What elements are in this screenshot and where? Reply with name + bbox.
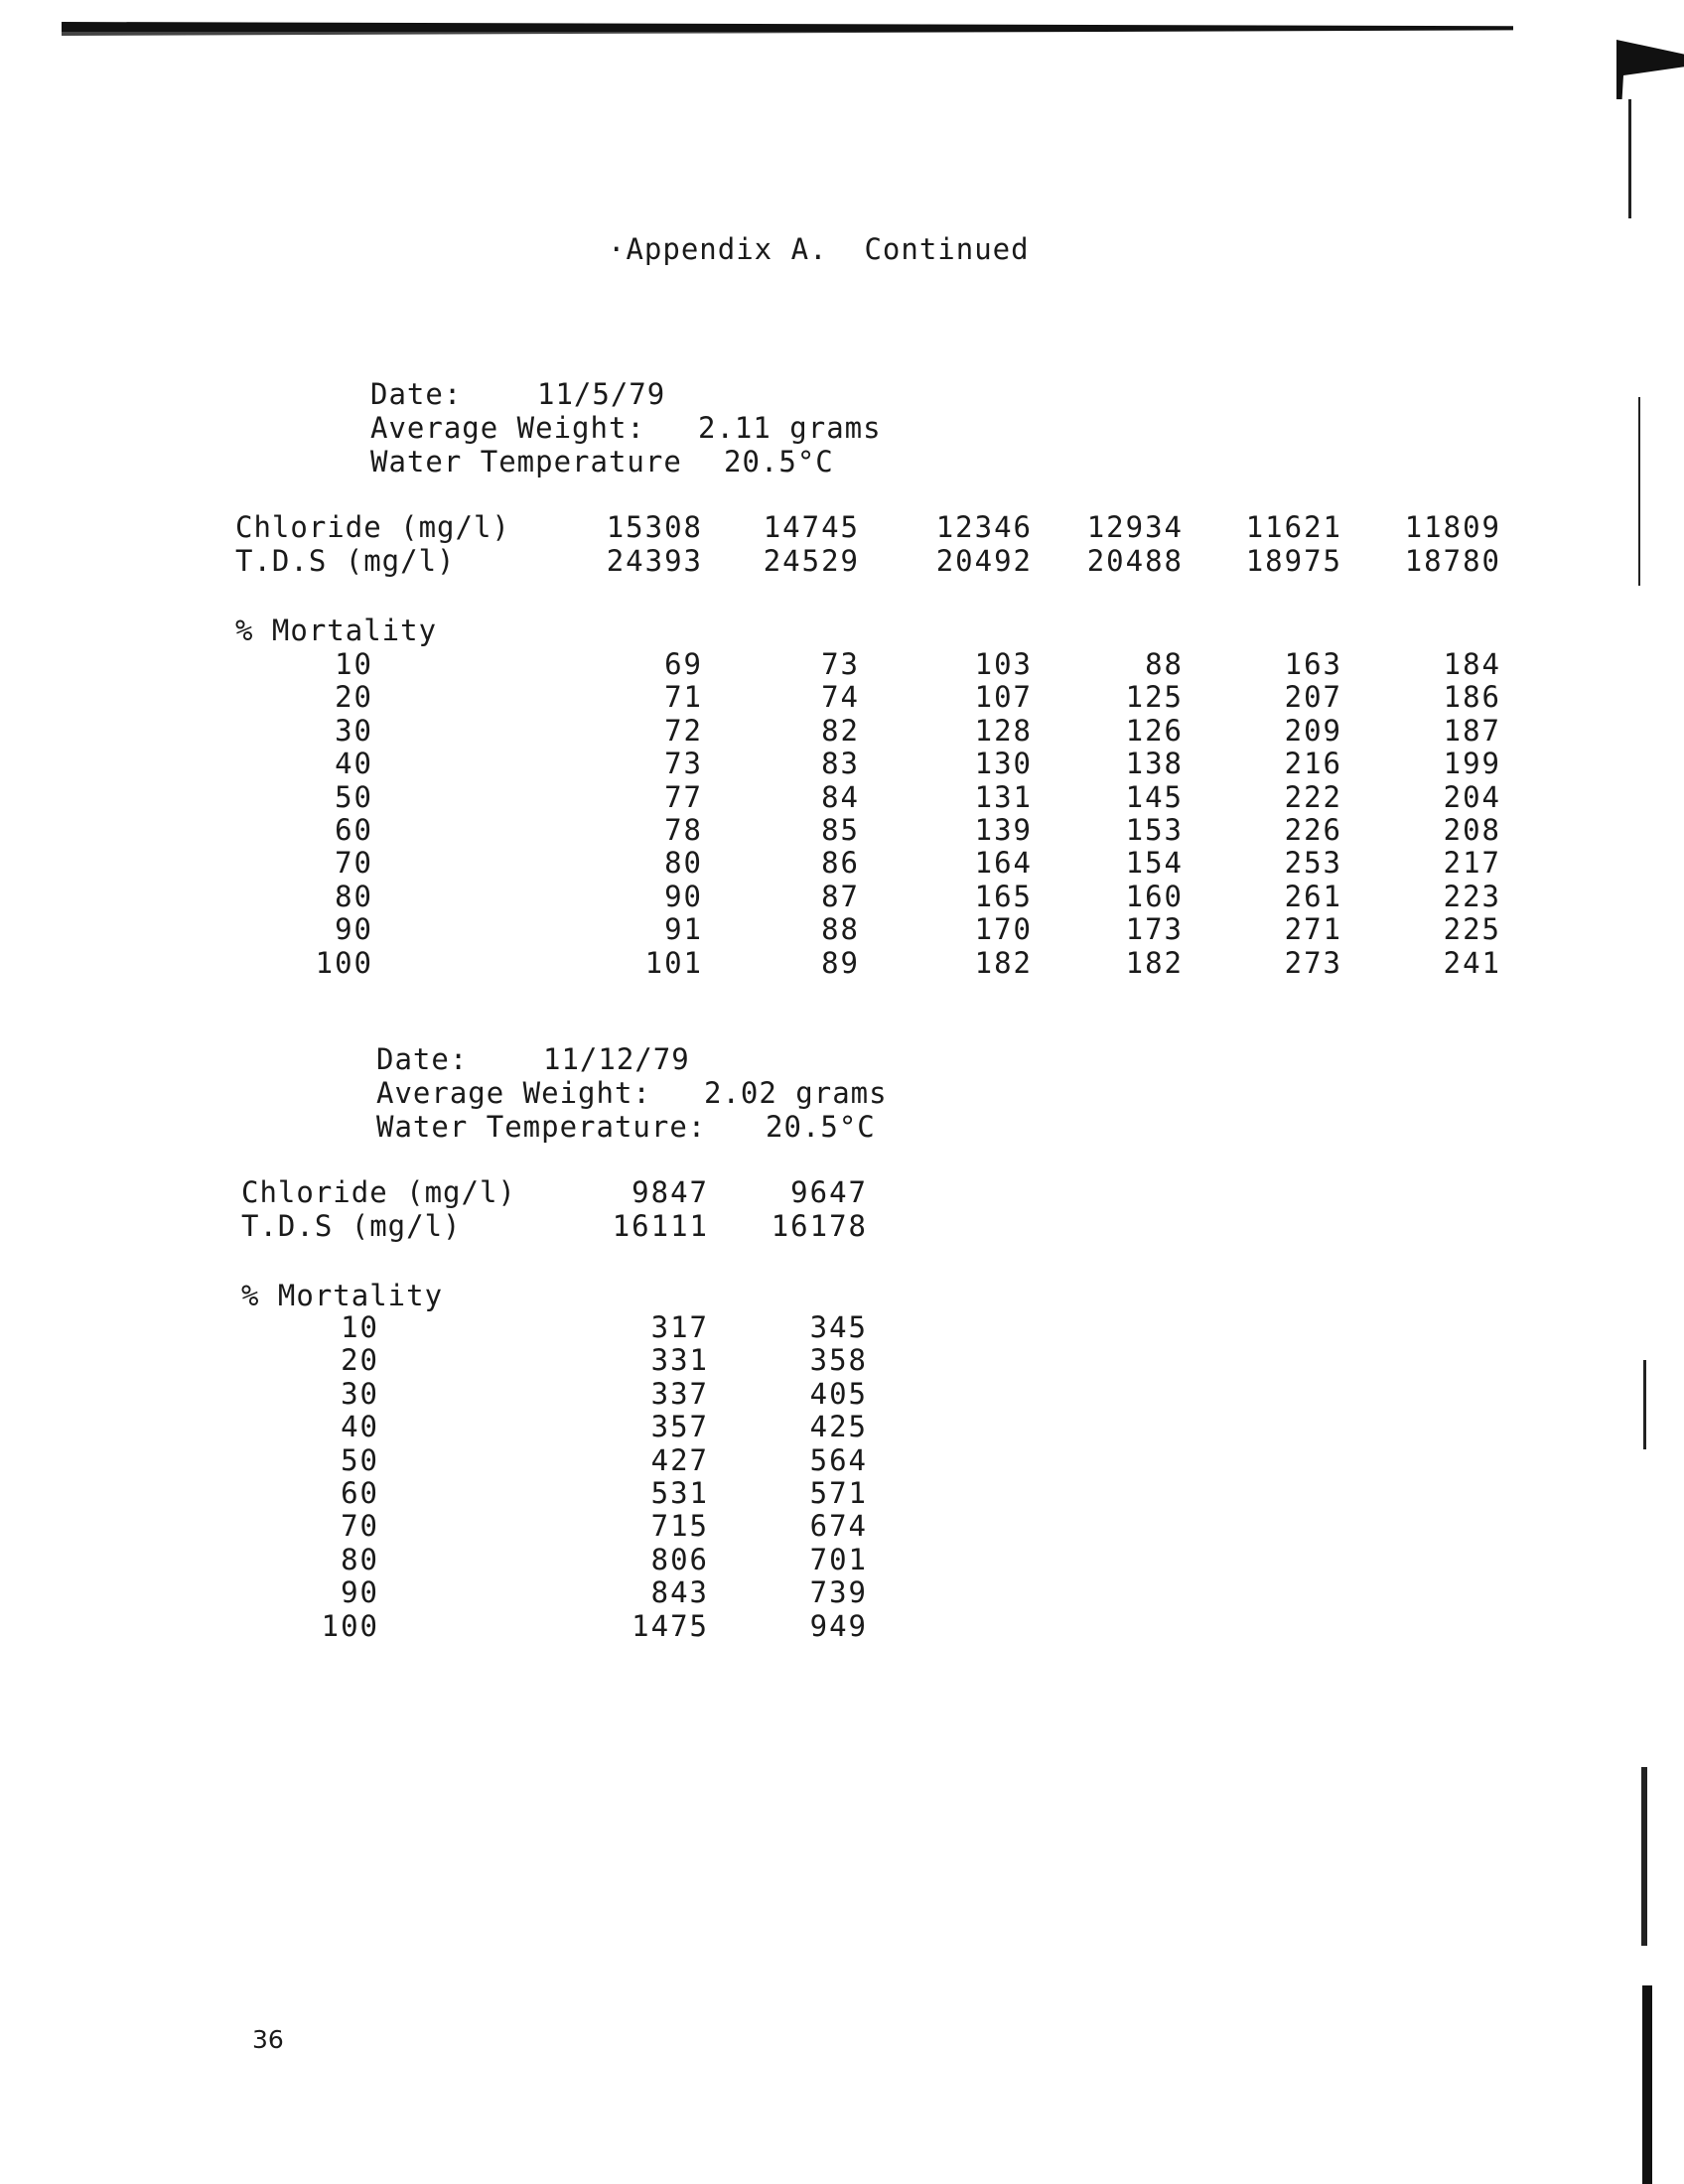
mortality-cell: 564 [809,1443,868,1477]
mortality-level: 90 [335,912,373,946]
tds-value: 18780 [1404,544,1501,578]
mortality-cell: 82 [821,714,860,748]
mortality-cell: 154 [1125,846,1184,880]
mortality-level: 60 [335,813,373,847]
mortality-level: 90 [341,1575,379,1609]
mortality-level: 20 [335,680,373,714]
mortality-cell: 74 [821,680,860,714]
mortality-cell: 199 [1443,747,1501,780]
mortality-cell: 125 [1125,680,1184,714]
tds-value: 16111 [612,1209,709,1243]
mortality-cell: 253 [1284,846,1342,880]
mortality-cell: 739 [809,1575,868,1609]
mortality-cell: 71 [664,680,703,714]
chloride-value: 15308 [606,510,703,544]
water-temperature-line-value: 20.5°C [724,445,834,478]
mortality-cell: 186 [1443,680,1501,714]
scan-edge-line [1628,99,1631,218]
mortality-cell: 145 [1125,780,1184,814]
date-line [376,1042,690,1076]
page-number: 36 [252,2025,284,2054]
mortality-cell: 170 [974,912,1033,946]
mortality-cell: 358 [809,1343,868,1377]
mortality-level: 10 [341,1310,379,1344]
mortality-cell: 222 [1284,780,1342,814]
scan-edge-line [1643,1360,1646,1449]
chloride-label: Chloride (mg/l) [235,510,510,544]
mortality-cell: 101 [644,946,703,980]
chloride-value: 11809 [1404,510,1501,544]
mortality-cell: 715 [650,1509,709,1543]
mortality-level: 100 [315,946,373,980]
mortality-cell: 226 [1284,813,1342,847]
mortality-cell: 131 [974,780,1033,814]
mortality-level: 100 [321,1609,379,1643]
average-weight-line [370,411,882,445]
date-line-value: 11/12/79 [543,1042,690,1076]
mortality-cell: 173 [1125,912,1184,946]
mortality-level: 60 [341,1476,379,1510]
mortality-cell: 949 [809,1609,868,1643]
mortality-level: 10 [335,647,373,681]
average-weight-line-value: 2.02 grams [704,1076,888,1110]
mortality-cell: 187 [1443,714,1501,748]
mortality-cell: 427 [650,1443,709,1477]
mortality-cell: 69 [664,647,703,681]
mortality-cell: 225 [1443,912,1501,946]
mortality-level: 50 [341,1443,379,1477]
mortality-cell: 223 [1443,880,1501,913]
mortality-cell: 103 [974,647,1033,681]
mortality-label: % Mortality [235,614,438,647]
mortality-level: 40 [335,747,373,780]
mortality-cell: 88 [1145,647,1184,681]
tds-value: 20492 [935,544,1033,578]
mortality-level: 40 [341,1410,379,1443]
mortality-cell: 77 [664,780,703,814]
mortality-cell: 806 [650,1543,709,1576]
mortality-cell: 357 [650,1410,709,1443]
tds-label: T.D.S (mg/l) [241,1209,462,1243]
mortality-cell: 261 [1284,880,1342,913]
mortality-cell: 531 [650,1476,709,1510]
date-line-value: 11/5/79 [537,377,666,411]
mortality-cell: 163 [1284,647,1342,681]
mortality-cell: 78 [664,813,703,847]
chloride-value: 9847 [632,1175,709,1209]
mortality-cell: 139 [974,813,1033,847]
average-weight-line-value: 2.11 grams [698,411,882,445]
mortality-cell: 425 [809,1410,868,1443]
mortality-cell: 72 [664,714,703,748]
mortality-label: % Mortality [241,1279,444,1312]
page-title: ·Appendix A. Continued [608,232,1030,266]
mortality-cell: 182 [974,946,1033,980]
mortality-level: 70 [341,1509,379,1543]
mortality-cell: 405 [809,1377,868,1411]
mortality-cell: 138 [1125,747,1184,780]
mortality-level: 80 [335,880,373,913]
chloride-label: Chloride (mg/l) [241,1175,516,1209]
mortality-cell: 80 [664,846,703,880]
tds-value: 24529 [763,544,860,578]
chloride-value: 14745 [763,510,860,544]
water-temperature-line-label: Water Temperature: [376,1110,707,1144]
scan-edge-mark [1616,40,1684,99]
mortality-cell: 331 [650,1343,709,1377]
average-weight-line-label: Average Weight: [370,411,645,445]
chloride-value: 9647 [790,1175,868,1209]
mortality-cell: 1475 [632,1609,709,1643]
scan-edge-line [1641,1767,1647,1946]
date-line-label: Date: [376,1042,469,1076]
mortality-cell: 164 [974,846,1033,880]
mortality-cell: 337 [650,1377,709,1411]
mortality-cell: 86 [821,846,860,880]
mortality-cell: 701 [809,1543,868,1576]
mortality-level: 80 [341,1543,379,1576]
scan-edge-line [1638,397,1640,586]
tds-value: 24393 [606,544,703,578]
mortality-cell: 83 [821,747,860,780]
mortality-cell: 208 [1443,813,1501,847]
water-temperature-line-value: 20.5°C [766,1110,876,1144]
mortality-cell: 130 [974,747,1033,780]
mortality-cell: 153 [1125,813,1184,847]
scan-top-border [62,22,1513,36]
mortality-level: 30 [335,714,373,748]
mortality-cell: 207 [1284,680,1342,714]
mortality-level: 70 [335,846,373,880]
mortality-cell: 674 [809,1509,868,1543]
mortality-cell: 88 [821,912,860,946]
scan-edge-line [1642,1985,1652,2184]
mortality-cell: 90 [664,880,703,913]
mortality-cell: 85 [821,813,860,847]
mortality-cell: 73 [664,747,703,780]
mortality-cell: 241 [1443,946,1501,980]
mortality-cell: 209 [1284,714,1342,748]
mortality-cell: 184 [1443,647,1501,681]
mortality-cell: 216 [1284,747,1342,780]
mortality-cell: 571 [809,1476,868,1510]
mortality-level: 50 [335,780,373,814]
tds-value: 18975 [1245,544,1342,578]
average-weight-line [376,1076,888,1110]
mortality-cell: 217 [1443,846,1501,880]
tds-value: 20488 [1086,544,1184,578]
mortality-cell: 128 [974,714,1033,748]
mortality-cell: 273 [1284,946,1342,980]
mortality-cell: 87 [821,880,860,913]
chloride-value: 12346 [935,510,1033,544]
mortality-level: 20 [341,1343,379,1377]
mortality-cell: 182 [1125,946,1184,980]
mortality-cell: 317 [650,1310,709,1344]
mortality-cell: 107 [974,680,1033,714]
tds-value: 16178 [771,1209,868,1243]
mortality-level: 30 [341,1377,379,1411]
mortality-cell: 84 [821,780,860,814]
mortality-cell: 271 [1284,912,1342,946]
mortality-cell: 165 [974,880,1033,913]
water-temperature-line [370,445,834,478]
mortality-cell: 160 [1125,880,1184,913]
water-temperature-line [376,1110,876,1144]
date-line-label: Date: [370,377,463,411]
mortality-cell: 345 [809,1310,868,1344]
mortality-cell: 89 [821,946,860,980]
tds-label: T.D.S (mg/l) [235,544,456,578]
average-weight-line-label: Average Weight: [376,1076,651,1110]
water-temperature-line-label: Water Temperature [370,445,682,478]
mortality-cell: 843 [650,1575,709,1609]
chloride-value: 12934 [1086,510,1184,544]
chloride-value: 11621 [1245,510,1342,544]
mortality-cell: 91 [664,912,703,946]
date-line [370,377,666,411]
mortality-cell: 204 [1443,780,1501,814]
mortality-cell: 126 [1125,714,1184,748]
mortality-cell: 73 [821,647,860,681]
